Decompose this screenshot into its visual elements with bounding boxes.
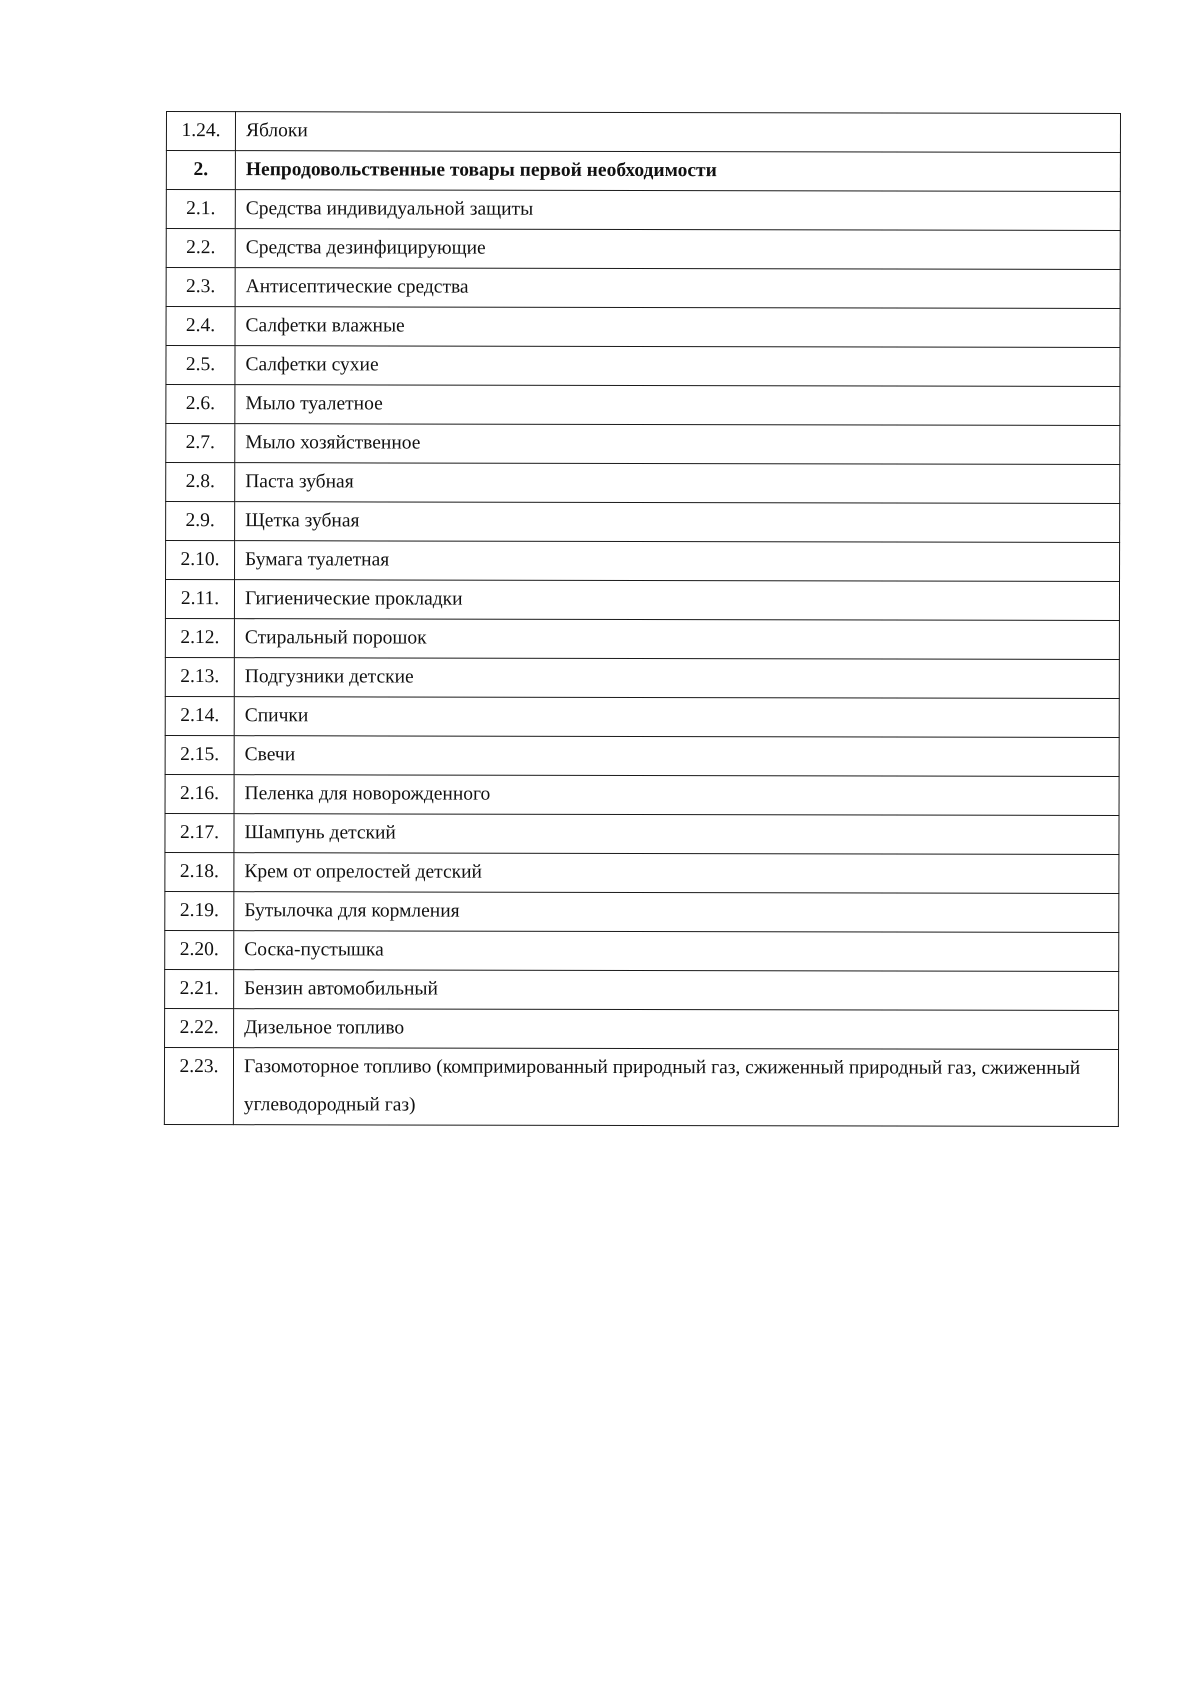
row-number: 2.13. (165, 657, 234, 696)
goods-table (164, 111, 1121, 1127)
table-row (166, 229, 1120, 270)
table-row (164, 1047, 1118, 1126)
item-name: Спички (234, 697, 1119, 738)
row-number: 2. (166, 151, 235, 190)
item-name: Яблоки (235, 112, 1120, 153)
row-number: 2.5. (166, 346, 235, 385)
table-row (166, 424, 1120, 465)
item-name: Антисептические средства (235, 268, 1120, 309)
table-row (166, 541, 1120, 582)
table-row (165, 774, 1119, 815)
row-number: 1.24. (166, 112, 235, 151)
table-row (165, 852, 1119, 893)
row-number: 2.19. (165, 891, 234, 930)
item-name: Щетка зубная (235, 502, 1120, 543)
table-row (165, 813, 1119, 854)
row-number: 2.18. (165, 852, 234, 891)
table-row (166, 190, 1120, 231)
item-name: Подгузники детские (234, 658, 1119, 699)
row-number: 2.16. (165, 774, 234, 813)
item-name: Пеленка для новорожденного (234, 775, 1119, 816)
row-number: 2.14. (165, 696, 234, 735)
table-row (165, 580, 1119, 621)
item-name: Шампунь детский (234, 814, 1119, 855)
item-name: Соска-пустышка (234, 931, 1119, 972)
item-name: Непродовольственные товары первой необходимости (235, 151, 1120, 192)
row-number: 2.10. (166, 541, 235, 580)
item-name: Свечи (234, 736, 1119, 777)
row-number: 2.6. (166, 385, 235, 424)
item-name: Гигиенические прокладки (234, 580, 1119, 621)
item-name: Мыло туалетное (235, 385, 1120, 426)
goods-table-body (164, 112, 1120, 1127)
table-row (166, 346, 1120, 387)
table-row (166, 463, 1120, 504)
table-row (165, 657, 1119, 698)
item-name: Салфетки сухие (235, 346, 1120, 387)
table-row (165, 735, 1119, 776)
item-name: Салфетки влажные (235, 307, 1120, 348)
item-name: Мыло хозяйственное (235, 424, 1120, 465)
table-row (166, 502, 1120, 543)
table-row (165, 696, 1119, 737)
item-name: Стиральный порошок (234, 619, 1119, 660)
row-number: 2.3. (166, 268, 235, 307)
row-number: 2.8. (166, 463, 235, 502)
item-name: Бутылочка для кормления (234, 892, 1119, 933)
table-row (166, 112, 1120, 153)
item-name: Средства индивидуальной защиты (235, 190, 1120, 231)
table-row (166, 268, 1120, 309)
row-number: 2.11. (165, 580, 234, 619)
row-number: 2.12. (165, 618, 234, 657)
row-number: 2.22. (165, 1008, 234, 1047)
row-number: 2.7. (166, 424, 235, 463)
row-number: 2.21. (165, 969, 234, 1008)
row-number: 2.9. (166, 502, 235, 541)
item-name: Бензин автомобильный (234, 970, 1119, 1011)
row-number: 2.17. (165, 813, 234, 852)
table-row (165, 891, 1119, 932)
table-row (165, 930, 1119, 971)
row-number: 2.4. (166, 307, 235, 346)
table-row (165, 618, 1119, 659)
table-row (166, 307, 1120, 348)
item-name: Бумага туалетная (235, 541, 1120, 582)
row-number: 2.1. (166, 190, 235, 229)
item-name: Дизельное топливо (234, 1009, 1119, 1050)
row-number: 2.20. (165, 930, 234, 969)
item-name: Паста зубная (235, 463, 1120, 504)
section-row (166, 151, 1120, 192)
table-row (165, 1008, 1119, 1049)
row-number: 2.23. (164, 1047, 233, 1124)
item-name: Средства дезинфицирующие (235, 229, 1120, 270)
row-number: 2.2. (166, 229, 235, 268)
row-number: 2.15. (165, 735, 234, 774)
item-name: Газомоторное топливо (компримированный природный газ, сжиженный природный газ, сжиженный углеводородный газ) (233, 1048, 1118, 1127)
table-row (166, 385, 1120, 426)
item-name: Крем от опрелостей детский (234, 853, 1119, 894)
table-row (165, 969, 1119, 1010)
